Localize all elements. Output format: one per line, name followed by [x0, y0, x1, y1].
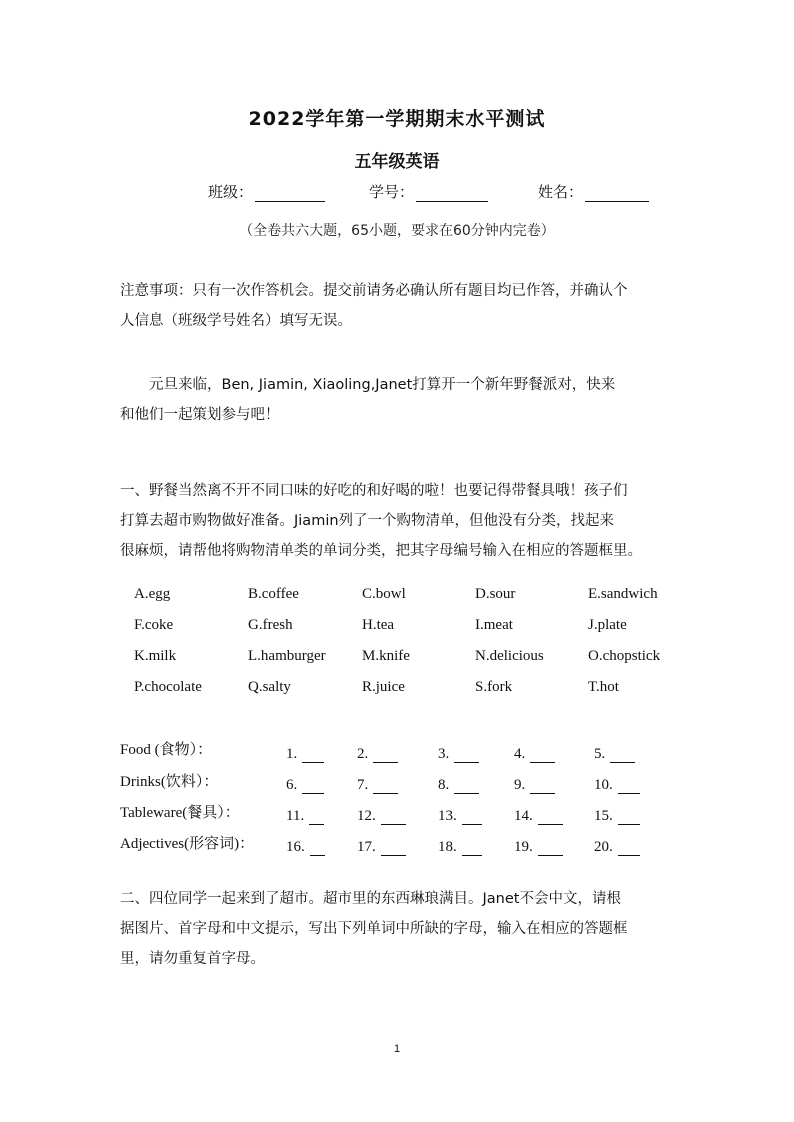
section2-line-3: 里，请勿重复首字母。: [120, 951, 265, 967]
notice-line-2: 人信息（班级学号姓名）填写无误。: [120, 313, 352, 329]
answer-slot[interactable]: 16.: [286, 839, 325, 856]
section1-line-2: 打算去超市购物做好准备。Jiamin列了一个购物清单，但他没有分类，找起来: [120, 513, 615, 529]
section1-line-3: 很麻烦，请帮他将购物清单类的单词分类，把其字母编号输入在相应的答题框里。: [120, 543, 642, 559]
notice-line-1: 注意事项：只有一次作答机会。提交前请务必确认所有题目均已作答，并确认个: [120, 283, 628, 299]
word-item: S.fork: [475, 679, 513, 695]
word-item: H.tea: [362, 617, 395, 633]
page-title: 2022学年第一学期期末水平测试: [248, 108, 546, 130]
category-label-adjectives: Adjectives(形容词)：: [120, 836, 255, 852]
section1-instructions: [120, 476, 680, 566]
answer-slot[interactable]: 3.: [438, 746, 479, 763]
word-item: J.plate: [588, 617, 627, 633]
word-item: F.coke: [134, 617, 174, 633]
answer-blank[interactable]: [618, 810, 640, 825]
section2-line-2: 据图片、首字母和中文提示，写出下列单词中所缺的字母，输入在相应的答题框: [120, 921, 628, 937]
answer-slot[interactable]: 10.: [594, 777, 640, 794]
answer-slot[interactable]: 1.: [286, 746, 324, 763]
category-label-tableware: Tableware(餐具）：: [120, 805, 240, 821]
class-blank[interactable]: [255, 185, 325, 202]
word-item: L.hamburger: [248, 648, 326, 664]
word-item: K.milk: [134, 648, 177, 664]
class-field[interactable]: [208, 181, 325, 202]
answer-slot[interactable]: 13.: [438, 808, 482, 825]
answer-blank[interactable]: [530, 748, 555, 763]
answer-blank[interactable]: [381, 841, 406, 856]
answer-slot[interactable]: 12.: [357, 808, 406, 825]
answer-slot[interactable]: 17.: [357, 839, 406, 856]
section2-instructions: [120, 884, 680, 974]
answer-slot[interactable]: 9.: [514, 777, 555, 794]
word-item: Q.salty: [248, 679, 291, 695]
word-item: C.bowl: [362, 586, 406, 602]
answer-blank[interactable]: [381, 810, 406, 825]
word-item: P.chocolate: [134, 679, 202, 695]
answer-slot[interactable]: 7.: [357, 777, 398, 794]
answer-blank[interactable]: [610, 748, 635, 763]
answer-slot[interactable]: 15.: [594, 808, 640, 825]
answer-slot[interactable]: 18.: [438, 839, 482, 856]
word-item: A.egg: [134, 586, 171, 602]
class-label: 班级：: [208, 183, 254, 201]
word-item: M.knife: [362, 648, 410, 664]
answer-slot[interactable]: 20.: [594, 839, 640, 856]
answer-slot[interactable]: 5.: [594, 746, 635, 763]
name-field[interactable]: [538, 181, 649, 202]
word-item: E.sandwich: [588, 586, 658, 602]
answer-blank[interactable]: [618, 841, 640, 856]
category-label-food: Food (食物）：: [120, 742, 213, 758]
word-item: T.hot: [588, 679, 619, 695]
id-blank[interactable]: [416, 185, 488, 202]
word-item: I.meat: [475, 617, 513, 633]
intro-line-2: 和他们一起策划参与吧！: [120, 407, 280, 423]
section1-line-1: 一、野餐当然离不开不同口味的好吃的和好喝的啦！也要记得带餐具哦！孩子们: [120, 483, 628, 499]
answer-blank[interactable]: [302, 779, 324, 794]
answer-slot[interactable]: 11.: [286, 808, 324, 825]
answer-blank[interactable]: [618, 779, 640, 794]
page-number: 1: [393, 1043, 401, 1055]
answer-blank[interactable]: [302, 748, 324, 763]
answer-blank[interactable]: [462, 841, 482, 856]
name-label: 姓名：: [538, 183, 584, 201]
answer-slot[interactable]: 2.: [357, 746, 398, 763]
word-item: D.sour: [475, 586, 516, 602]
answer-blank[interactable]: [538, 841, 563, 856]
page-subtitle: 五年级英语: [354, 152, 440, 172]
word-item: R.juice: [362, 679, 405, 695]
answer-blank[interactable]: [373, 779, 398, 794]
answer-blank[interactable]: [309, 810, 324, 825]
word-item: G.fresh: [248, 617, 293, 633]
exam-note: （全卷共六大题，65小题，要求在60分钟内完卷）: [239, 223, 555, 239]
answer-blank[interactable]: [462, 810, 482, 825]
answer-blank[interactable]: [373, 748, 398, 763]
answer-slot[interactable]: 6.: [286, 777, 324, 794]
intro-line-1: 元旦来临，Ben, Jiamin, Xiaoling,Janet打算开一个新年野餐派对，快来: [149, 377, 616, 393]
word-item: B.coffee: [248, 586, 299, 602]
answer-blank[interactable]: [454, 748, 479, 763]
answer-slot[interactable]: 19.: [514, 839, 563, 856]
name-blank[interactable]: [585, 185, 649, 202]
category-label-drinks: Drinks(饮料）：: [120, 774, 219, 790]
word-item: N.delicious: [475, 648, 544, 664]
id-label: 学号：: [369, 183, 415, 201]
answer-blank[interactable]: [454, 779, 479, 794]
answer-slot[interactable]: 4.: [514, 746, 555, 763]
answer-slot[interactable]: 8.: [438, 777, 479, 794]
notice-paragraph: [120, 276, 680, 336]
id-field[interactable]: [369, 181, 488, 202]
section2-line-1: 二、四位同学一起来到了超市。超市里的东西琳琅满目。Janet不会中文，请根: [120, 891, 621, 907]
answer-blank[interactable]: [538, 810, 563, 825]
answer-blank[interactable]: [530, 779, 555, 794]
word-item: O.chopstick: [588, 648, 661, 664]
answer-blank[interactable]: [310, 841, 325, 856]
intro-paragraph: [120, 370, 680, 430]
student-info-row: [0, 181, 794, 205]
answer-slot[interactable]: 14.: [514, 808, 563, 825]
